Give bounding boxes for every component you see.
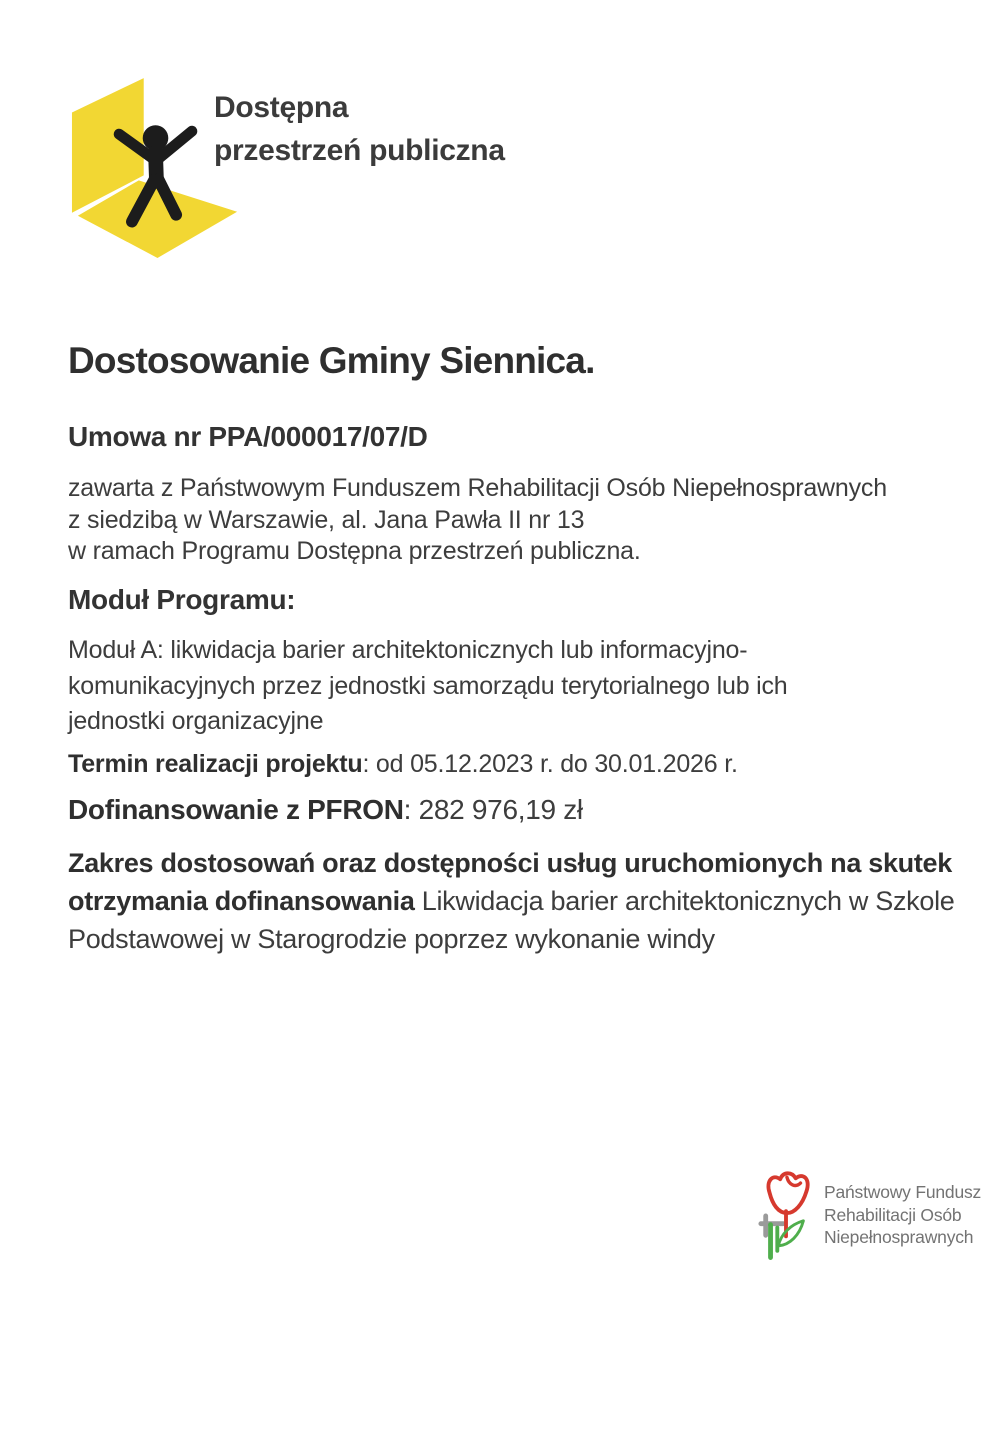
module-description: Moduł A: likwidacja barier architektonicznych lub informacyjno-komunikacyjnych przez jednostki samorządu terytorialnego lub ich jednostki organizacyjne — [68, 636, 788, 735]
brand-title — [214, 86, 505, 172]
agreement-details — [68, 473, 887, 568]
funding-amount — [68, 794, 583, 826]
pfron-name-line2: Rehabilitacji Osób — [824, 1204, 962, 1225]
project-term-label: Termin realizacji projektu — [68, 750, 363, 778]
module-heading: Moduł Programu: — [68, 584, 296, 615]
pfron-brand — [757, 1168, 981, 1262]
agreement-number: Umowa nr PPA/000017/07/D — [68, 421, 428, 452]
funding-label: Dofinansowanie z PFRON — [68, 794, 404, 825]
pfron-tulip-icon — [757, 1168, 815, 1262]
pfron-name-line3: Niepełnosprawnych — [824, 1227, 974, 1247]
agreement-details-line1: zawarta z Państwowym Funduszem Rehabilitacji Osób Niepełnosprawnych — [68, 474, 887, 502]
agreement-details-line2: z siedzibą w Warszawie, al. Jana Pawła II nr 13 — [68, 505, 585, 534]
funding-value: : 282 976,19 zł — [403, 794, 583, 825]
brand-title-line2: przestrzeń publiczna — [214, 134, 505, 167]
project-term — [68, 750, 738, 779]
brand-title-line1: Dostępna — [214, 91, 349, 124]
scope-value: Likwidacja barier architektonicznych w Szkole Podstawowej w Starogrodzie poprzez wykonanie windy — [68, 886, 955, 954]
pfron-name-line1: Państwowy Fundusz — [824, 1182, 982, 1202]
agreement-details-line3: w ramach Programu Dostępna przestrzeń publiczna. — [68, 537, 641, 565]
project-term-value: : od 05.12.2023 r. do 30.01.2026 r. — [362, 750, 738, 778]
scope-paragraph — [68, 844, 958, 958]
page-title: Dostosowanie Gminy Siennica. — [68, 340, 595, 381]
scope-label: Zakres dostosowań oraz dostępności usług uruchomionych na skutek otrzymania dofinansowania — [68, 848, 952, 916]
pfron-name — [824, 1168, 981, 1249]
